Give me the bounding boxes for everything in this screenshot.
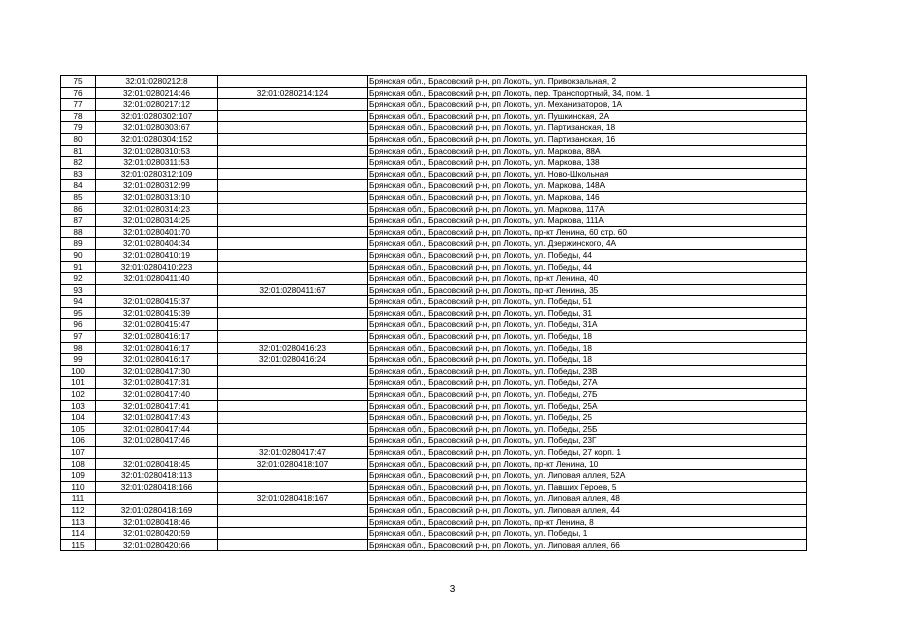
row-number-cell: 76 (61, 87, 96, 99)
related-cadastral-number-cell (218, 389, 368, 401)
row-number-cell: 91 (61, 261, 96, 273)
cadastral-number-cell: 32:01:0280303:67 (96, 122, 218, 134)
table-row (61, 528, 807, 540)
row-number-cell: 79 (61, 122, 96, 134)
table-row (61, 342, 807, 354)
address-cell: Брянская обл., Брасовский р-н, рп Локоть, ул. Маркова, 111А (368, 215, 807, 227)
cadastral-number-cell: 32:01:0280420:59 (96, 528, 218, 540)
address-cell: Брянская обл., Брасовский р-н, рп Локоть, ул. Победы, 44 (368, 261, 807, 273)
table-row (61, 296, 807, 308)
page-number: 3 (449, 584, 456, 595)
address-cell: Брянская обл., Брасовский р-н, рп Локоть, ул. Победы, 44 (368, 249, 807, 261)
cadastral-number-cell: 32:01:0280417:31 (96, 377, 218, 389)
cadastral-number-cell: 32:01:0280417:43 (96, 412, 218, 424)
cadastral-number-cell: 32:01:0280312:109 (96, 168, 218, 180)
register-table-body (61, 76, 807, 551)
address-cell: Брянская обл., Брасовский р-н, рп Локоть, ул. Липовая аллея, 44 (368, 504, 807, 516)
row-number-cell: 102 (61, 389, 96, 401)
related-cadastral-number-cell (218, 145, 368, 157)
cadastral-number-cell: 32:01:0280310:53 (96, 145, 218, 157)
table-row (61, 447, 807, 459)
address-cell: Брянская обл., Брасовский р-н, рп Локоть, ул. Победы, 23В (368, 365, 807, 377)
table-row (61, 389, 807, 401)
row-number-cell: 106 (61, 435, 96, 447)
cadastral-number-cell (96, 447, 218, 459)
cadastral-number-cell: 32:01:0280314:25 (96, 215, 218, 227)
row-number-cell: 78 (61, 110, 96, 122)
address-cell: Брянская обл., Брасовский р-н, рп Локоть, ул. Победы, 18 (368, 354, 807, 366)
row-number-cell: 99 (61, 354, 96, 366)
cadastral-number-cell: 32:01:0280415:47 (96, 319, 218, 331)
related-cadastral-number-cell (218, 319, 368, 331)
related-cadastral-number-cell (218, 249, 368, 261)
row-number-cell: 90 (61, 249, 96, 261)
cadastral-number-cell: 32:01:0280416:17 (96, 342, 218, 354)
address-cell: Брянская обл., Брасовский р-н, рп Локоть, ул. Маркова, 138 (368, 157, 807, 169)
cadastral-number-cell: 32:01:0280415:39 (96, 307, 218, 319)
related-cadastral-number-cell (218, 423, 368, 435)
cadastral-number-cell: 32:01:0280212:8 (96, 76, 218, 88)
row-number-cell: 108 (61, 458, 96, 470)
address-cell: Брянская обл., Брасовский р-н, рп Локоть, пр-кт Ленина, 60 стр. 60 (368, 226, 807, 238)
cadastral-number-cell: 32:01:0280311:53 (96, 157, 218, 169)
row-number-cell: 110 (61, 481, 96, 493)
related-cadastral-number-cell (218, 539, 368, 551)
cadastral-number-cell: 32:01:0280416:17 (96, 354, 218, 366)
related-cadastral-number-cell: 32:01:0280418:107 (218, 458, 368, 470)
row-number-cell: 89 (61, 238, 96, 250)
table-row (61, 238, 807, 250)
cadastral-number-cell: 32:01:0280415:37 (96, 296, 218, 308)
cadastral-number-cell: 32:01:0280418:45 (96, 458, 218, 470)
row-number-cell: 86 (61, 203, 96, 215)
related-cadastral-number-cell (218, 516, 368, 528)
table-row (61, 423, 807, 435)
table-row (61, 122, 807, 134)
cadastral-number-cell: 32:01:0280214:46 (96, 87, 218, 99)
row-number-cell: 104 (61, 412, 96, 424)
related-cadastral-number-cell (218, 238, 368, 250)
related-cadastral-number-cell: 32:01:0280417:47 (218, 447, 368, 459)
table-row (61, 400, 807, 412)
address-cell: Брянская обл., Брасовский р-н, рп Локоть, ул. Привокзальная, 2 (368, 76, 807, 88)
cadastral-number-cell: 32:01:0280313:10 (96, 191, 218, 203)
address-cell: Брянская обл., Брасовский р-н, рп Локоть, ул. Победы, 18 (368, 331, 807, 343)
cadastral-number-cell: 32:01:0280302:107 (96, 110, 218, 122)
related-cadastral-number-cell (218, 481, 368, 493)
related-cadastral-number-cell: 32:01:0280418:167 (218, 493, 368, 505)
related-cadastral-number-cell (218, 215, 368, 227)
cadastral-number-cell: 32:01:0280417:30 (96, 365, 218, 377)
related-cadastral-number-cell (218, 168, 368, 180)
address-cell: Брянская обл., Брасовский р-н, рп Локоть, ул. Победы, 23Г (368, 435, 807, 447)
cadastral-number-cell: 32:01:0280417:46 (96, 435, 218, 447)
row-number-cell: 114 (61, 528, 96, 540)
row-number-cell: 87 (61, 215, 96, 227)
address-cell: Брянская обл., Брасовский р-н, рп Локоть, ул. Победы, 51 (368, 296, 807, 308)
row-number-cell: 112 (61, 504, 96, 516)
related-cadastral-number-cell (218, 296, 368, 308)
table-row (61, 435, 807, 447)
table-row (61, 365, 807, 377)
row-number-cell: 101 (61, 377, 96, 389)
related-cadastral-number-cell: 32:01:0280214:124 (218, 87, 368, 99)
cadastral-number-cell: 32:01:0280410:19 (96, 249, 218, 261)
address-cell: Брянская обл., Брасовский р-н, рп Локоть, ул. Победы, 25 (368, 412, 807, 424)
cadastral-number-cell: 32:01:0280314:23 (96, 203, 218, 215)
table-row (61, 273, 807, 285)
related-cadastral-number-cell (218, 273, 368, 285)
related-cadastral-number-cell: 32:01:0280411:67 (218, 284, 368, 296)
related-cadastral-number-cell (218, 122, 368, 134)
address-cell: Брянская обл., Брасовский р-н, рп Локоть, ул. Маркова, 146 (368, 191, 807, 203)
table-row (61, 249, 807, 261)
related-cadastral-number-cell (218, 157, 368, 169)
related-cadastral-number-cell (218, 191, 368, 203)
row-number-cell: 88 (61, 226, 96, 238)
address-cell: Брянская обл., Брасовский р-н, рп Локоть, пр-кт Ленина, 8 (368, 516, 807, 528)
table-row (61, 481, 807, 493)
related-cadastral-number-cell (218, 412, 368, 424)
table-row (61, 539, 807, 551)
cadastral-number-cell: 32:01:0280418:46 (96, 516, 218, 528)
cadastral-number-cell (96, 284, 218, 296)
related-cadastral-number-cell: 32:01:0280416:23 (218, 342, 368, 354)
table-row (61, 516, 807, 528)
address-cell: Брянская обл., Брасовский р-н, рп Локоть, ул. Победы, 1 (368, 528, 807, 540)
cadastral-number-cell (96, 493, 218, 505)
related-cadastral-number-cell (218, 331, 368, 343)
property-register-table (60, 75, 807, 551)
related-cadastral-number-cell (218, 133, 368, 145)
cadastral-number-cell: 32:01:0280404:34 (96, 238, 218, 250)
row-number-cell: 84 (61, 180, 96, 192)
related-cadastral-number-cell (218, 99, 368, 111)
table-row (61, 76, 807, 88)
related-cadastral-number-cell (218, 400, 368, 412)
address-cell: Брянская обл., Брасовский р-н, рп Локоть, пр-кт Ленина, 10 (368, 458, 807, 470)
table-row (61, 412, 807, 424)
address-cell: Брянская обл., Брасовский р-н, рп Локоть, ул. Победы, 31 (368, 307, 807, 319)
table-row (61, 180, 807, 192)
table-row (61, 377, 807, 389)
cadastral-number-cell: 32:01:0280417:44 (96, 423, 218, 435)
cadastral-number-cell: 32:01:0280420:66 (96, 539, 218, 551)
row-number-cell: 100 (61, 365, 96, 377)
row-number-cell: 81 (61, 145, 96, 157)
address-cell: Брянская обл., Брасовский р-н, рп Локоть, ул. Ново-Школьная (368, 168, 807, 180)
row-number-cell: 94 (61, 296, 96, 308)
table-row (61, 99, 807, 111)
address-cell: Брянская обл., Брасовский р-н, рп Локоть, ул. Партизанская, 16 (368, 133, 807, 145)
row-number-cell: 103 (61, 400, 96, 412)
table-row (61, 191, 807, 203)
table-row (61, 458, 807, 470)
address-cell: Брянская обл., Брасовский р-н, рп Локоть, ул. Пушкинская, 2А (368, 110, 807, 122)
address-cell: Брянская обл., Брасовский р-н, рп Локоть, ул. Победы, 25Б (368, 423, 807, 435)
table-row (61, 493, 807, 505)
row-number-cell: 85 (61, 191, 96, 203)
address-cell: Брянская обл., Брасовский р-н, рп Локоть, ул. Липовая аллея, 48 (368, 493, 807, 505)
row-number-cell: 83 (61, 168, 96, 180)
cadastral-number-cell: 32:01:0280411:40 (96, 273, 218, 285)
cadastral-number-cell: 32:01:0280416:17 (96, 331, 218, 343)
table-row (61, 354, 807, 366)
table-row (61, 307, 807, 319)
table-row (61, 261, 807, 273)
row-number-cell: 95 (61, 307, 96, 319)
address-cell: Брянская обл., Брасовский р-н, рп Локоть, ул. Маркова, 148А (368, 180, 807, 192)
related-cadastral-number-cell (218, 365, 368, 377)
related-cadastral-number-cell (218, 504, 368, 516)
related-cadastral-number-cell (218, 226, 368, 238)
address-cell: Брянская обл., Брасовский р-н, рп Локоть, ул. Партизанская, 18 (368, 122, 807, 134)
related-cadastral-number-cell (218, 203, 368, 215)
related-cadastral-number-cell: 32:01:0280416:24 (218, 354, 368, 366)
table-row (61, 284, 807, 296)
row-number-cell: 77 (61, 99, 96, 111)
table-row (61, 331, 807, 343)
row-number-cell: 93 (61, 284, 96, 296)
table-row (61, 87, 807, 99)
related-cadastral-number-cell (218, 377, 368, 389)
table-row (61, 157, 807, 169)
table-row (61, 168, 807, 180)
address-cell: Брянская обл., Брасовский р-н, рп Локоть, ул. Победы, 31А (368, 319, 807, 331)
address-cell: Брянская обл., Брасовский р-н, рп Локоть, ул. Липовая аллея, 66 (368, 539, 807, 551)
table-row (61, 110, 807, 122)
address-cell: Брянская обл., Брасовский р-н, рп Локоть, пр-кт Ленина, 35 (368, 284, 807, 296)
table-row (61, 203, 807, 215)
cadastral-number-cell: 32:01:0280417:41 (96, 400, 218, 412)
related-cadastral-number-cell (218, 470, 368, 482)
row-number-cell: 111 (61, 493, 96, 505)
cadastral-number-cell: 32:01:0280304:152 (96, 133, 218, 145)
related-cadastral-number-cell (218, 435, 368, 447)
address-cell: Брянская обл., Брасовский р-н, рп Локоть, ул. Дзержинского, 4А (368, 238, 807, 250)
related-cadastral-number-cell (218, 76, 368, 88)
related-cadastral-number-cell (218, 307, 368, 319)
table-row (61, 133, 807, 145)
cadastral-number-cell: 32:01:0280418:113 (96, 470, 218, 482)
address-cell: Брянская обл., Брасовский р-н, рп Локоть, ул. Маркова, 88А (368, 145, 807, 157)
cadastral-number-cell: 32:01:0280418:169 (96, 504, 218, 516)
table-row (61, 504, 807, 516)
address-cell: Брянская обл., Брасовский р-н, рп Локоть, ул. Павших Героев, 5 (368, 481, 807, 493)
address-cell: Брянская обл., Брасовский р-н, рп Локоть, ул. Победы, 27Б (368, 389, 807, 401)
table-row (61, 226, 807, 238)
row-number-cell: 113 (61, 516, 96, 528)
related-cadastral-number-cell (218, 528, 368, 540)
address-cell: Брянская обл., Брасовский р-н, рп Локоть, ул. Победы, 27А (368, 377, 807, 389)
related-cadastral-number-cell (218, 110, 368, 122)
row-number-cell: 96 (61, 319, 96, 331)
address-cell: Брянская обл., Брасовский р-н, рп Локоть, ул. Победы, 27 корп. 1 (368, 447, 807, 459)
table-row (61, 215, 807, 227)
row-number-cell: 105 (61, 423, 96, 435)
address-cell: Брянская обл., Брасовский р-н, рп Локоть, ул. Победы, 18 (368, 342, 807, 354)
row-number-cell: 80 (61, 133, 96, 145)
address-cell: Брянская обл., Брасовский р-н, рп Локоть, ул. Маркова, 117А (368, 203, 807, 215)
row-number-cell: 97 (61, 331, 96, 343)
table-row (61, 319, 807, 331)
cadastral-number-cell: 32:01:0280418:166 (96, 481, 218, 493)
row-number-cell: 98 (61, 342, 96, 354)
cadastral-number-cell: 32:01:0280312:99 (96, 180, 218, 192)
address-cell: Брянская обл., Брасовский р-н, рп Локоть, ул. Механизаторов, 1А (368, 99, 807, 111)
address-cell: Брянская обл., Брасовский р-н, рп Локоть, ул. Липовая аллея, 52А (368, 470, 807, 482)
related-cadastral-number-cell (218, 261, 368, 273)
cadastral-number-cell: 32:01:0280417:40 (96, 389, 218, 401)
row-number-cell: 115 (61, 539, 96, 551)
cadastral-number-cell: 32:01:0280401:70 (96, 226, 218, 238)
address-cell: Брянская обл., Брасовский р-н, рп Локоть, пер. Транспортный, 34, пом. 1 (368, 87, 807, 99)
cadastral-number-cell: 32:01:0280410:223 (96, 261, 218, 273)
address-cell: Брянская обл., Брасовский р-н, рп Локоть, ул. Победы, 25А (368, 400, 807, 412)
address-cell: Брянская обл., Брасовский р-н, рп Локоть, пр-кт Ленина, 40 (368, 273, 807, 285)
table-row (61, 470, 807, 482)
related-cadastral-number-cell (218, 180, 368, 192)
row-number-cell: 75 (61, 76, 96, 88)
table-row (61, 145, 807, 157)
row-number-cell: 107 (61, 447, 96, 459)
row-number-cell: 92 (61, 273, 96, 285)
row-number-cell: 109 (61, 470, 96, 482)
row-number-cell: 82 (61, 157, 96, 169)
cadastral-number-cell: 32:01:0280217:12 (96, 99, 218, 111)
